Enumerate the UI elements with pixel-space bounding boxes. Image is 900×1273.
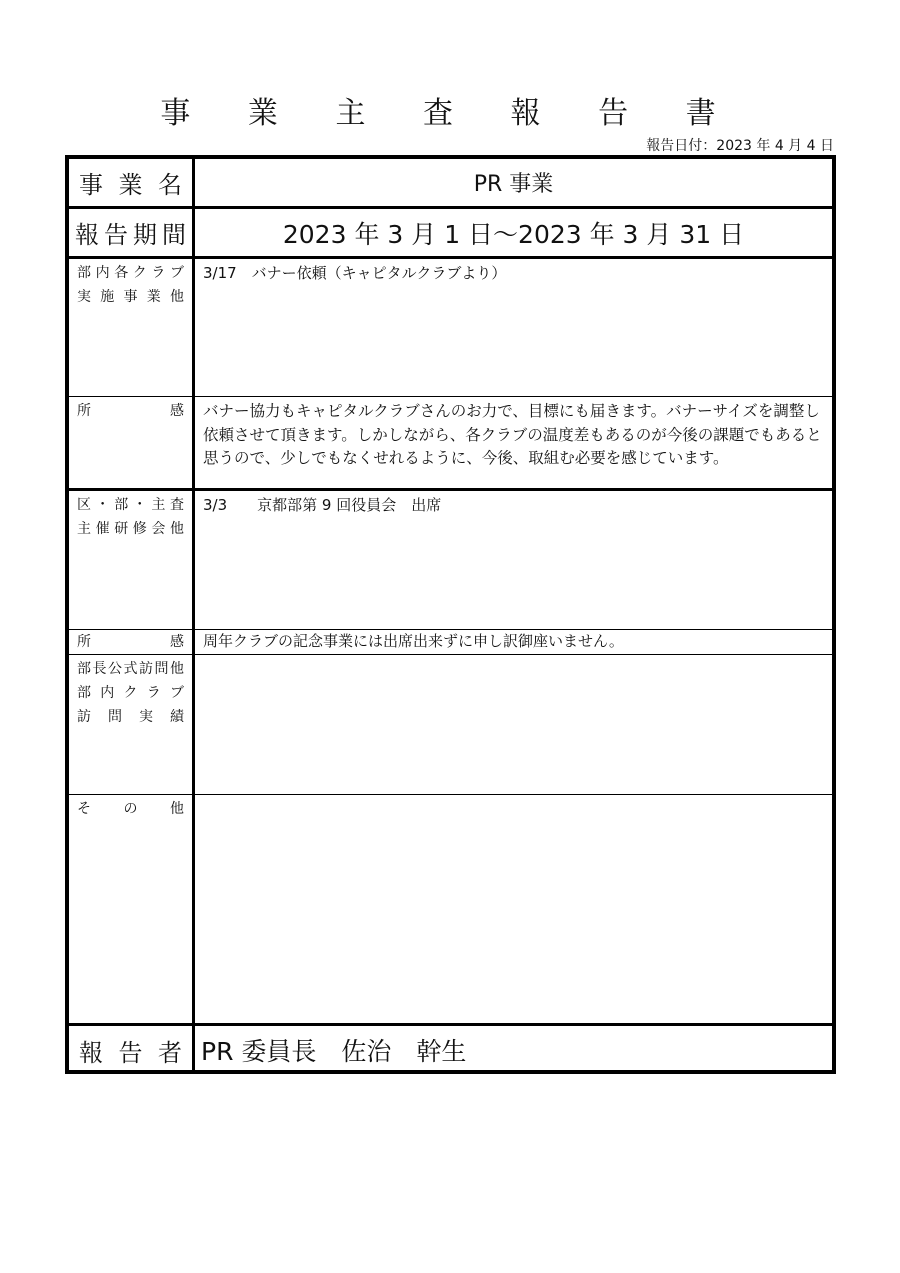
- period-value: 2023 年 3 月 1 日～2023 年 3 月 31 日: [282, 219, 745, 249]
- impression1-label: 所 感: [69, 397, 195, 488]
- club-events-value: 3/17 バナー依頼（キャピタルクラブより）: [203, 264, 507, 282]
- impression2-value: 周年クラブの記念事業には出席出来ずに申し訳御座いません。: [203, 632, 624, 650]
- visits-label: 部 長 公 式 訪 問 他 部 内 ク ラ ブ 訪 問 実 績: [69, 655, 195, 794]
- district-events-value: 3/3 京都部第 9 回役員会 出席: [203, 496, 442, 514]
- other-row: [69, 795, 832, 1026]
- project-row: [69, 159, 832, 209]
- reporter-value: PR 委員長 佐治 幹生: [201, 1037, 467, 1066]
- period-row: [69, 209, 832, 259]
- project-label: 事 業 名: [69, 159, 195, 206]
- club-events-row: [69, 259, 832, 397]
- district-events-row: [69, 491, 832, 630]
- impression2-row: [69, 630, 832, 655]
- other-value: [195, 795, 832, 1023]
- visits-value: [195, 655, 832, 794]
- club-events-label: 部 内 各 ク ラ ブ 実 施 事 業 他: [69, 259, 195, 396]
- period-label: 報 告 期 間: [69, 209, 195, 256]
- report-form: [65, 155, 836, 1074]
- impression1-value: バナー協力もキャピタルクラブさんのお力で、目標にも届きます。バナーサイズを調整し依頼させて頂きます。しかしながら、各クラブの温度差もあるのが今後の課題でもあると思うので、少しでもなくせれるように、今後、取組む必要を感じています。: [203, 402, 822, 467]
- reporter-row: [69, 1026, 832, 1074]
- impression2-label: 所 感: [69, 630, 195, 654]
- reporter-label: 報 告 者: [69, 1026, 195, 1074]
- district-events-label: 区 ・ 部 ・ 主 査 主 催 研 修 会 他: [69, 491, 195, 629]
- document-title: 事 業 主 査 報 告 書: [160, 96, 740, 131]
- other-label: そ の 他: [69, 795, 195, 1023]
- report-date: 報告日付：2023 年 4 月 4 日: [646, 138, 834, 154]
- visits-row: [69, 655, 832, 795]
- project-value: PR 事業: [473, 172, 554, 197]
- impression1-row: [69, 397, 832, 491]
